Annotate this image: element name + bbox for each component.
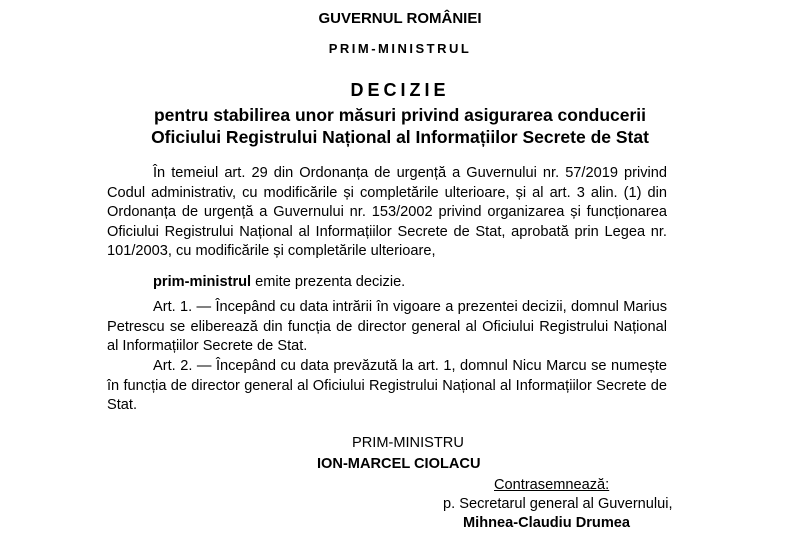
decision-heading: DECIZIE	[350, 80, 450, 100]
issuance-paragraph	[107, 273, 667, 293]
article-1: Art. 1. — Începând cu data intrării în vigoare a prezentei decizii, domnul Marius Petrescu se eliberează din funcția de director general al Oficiului Registrului Național al Informațiilor Secrete de Stat.	[107, 299, 667, 355]
decision-title-line-2: Oficiului Registrului Național al Informațiilor Secrete de Stat	[151, 127, 649, 147]
prime-minister-header: PRIM-MINISTRUL	[328, 41, 472, 56]
countersign-role: p. Secretarul general al Guvernului,	[443, 496, 673, 512]
signatory-name: ION-MARCEL CIOLACU	[317, 456, 481, 472]
preamble-paragraph: În temeiul art. 29 din Ordonanța de urgență a Guvernului nr. 57/2019 privind Codul administrativ, cu modificările și completările ulterioare, și al art. 3 alin. (1) din Ordonanța de urgență a Guvernului nr. 153/2002 privind organizarea și funcționarea Oficiului Registrului Național al Informațiilor Secrete de Stat, aprobată prin Legea nr. 101/2003, cu modificările și completările ulterioare,	[107, 165, 667, 260]
article-2: Art. 2. — Începând cu data prevăzută la art. 1, domnul Nicu Marcu se numește în funcția de director general al Oficiului Registrului Național al Informațiilor Secrete de Stat.	[107, 358, 667, 414]
government-header: GUVERNUL ROMÂNIEI	[318, 10, 482, 27]
countersign-label: Contrasemnează:	[494, 477, 610, 493]
issuer-label: prim-ministrul	[153, 274, 252, 290]
issuance-text: emite prezenta decizie.	[251, 274, 406, 290]
countersign-name: Mihnea-Claudiu Drumea	[463, 515, 631, 531]
decision-title-line-1: pentru stabilirea unor măsuri privind asigurarea conducerii	[153, 105, 647, 125]
signatory-role: PRIM-MINISTRU	[352, 435, 464, 451]
